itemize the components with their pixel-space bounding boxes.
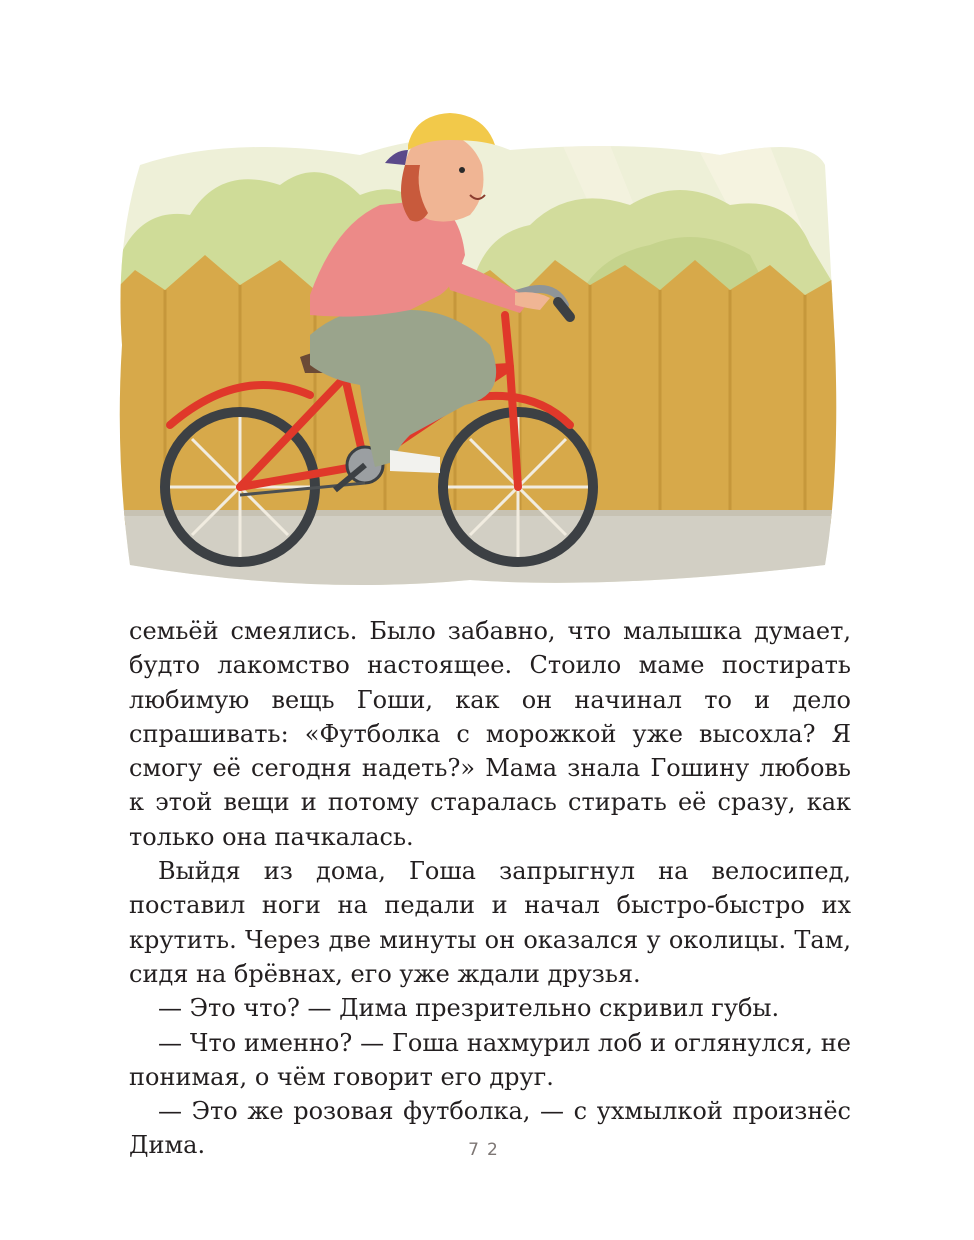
- dialogue-line: — Это же розовая футболка, — с ухмылкой произнёс Дима.: [129, 1097, 851, 1160]
- story-text: [129, 614, 851, 1163]
- dialogue-line: — Это что? — Дима презрительно скривил губы.: [158, 994, 780, 1023]
- page-number: 72: [468, 1140, 506, 1160]
- dialogue-line: — Что именно? — Гоша нахмурил лоб и оглянулся, не понимая, о чём говорит его друг.: [129, 1028, 851, 1091]
- paragraph-continuation: семьёй смеялись. Было забавно, что малышка думает, будто лакомство настоящее. Стоило маме постирать любимую вещь Гоши, как он начинал то и дело спрашивать: «Футболка с морожкой уже высохла? Я смогу её сегодня надеть?» Мама знала Гошину любовь к этой вещи и потому старалась стирать её сразу, как только она пачкалась.: [129, 617, 851, 851]
- paragraph-bike-ride: Выйдя из дома, Гоша запрыгнул на велосипед, поставил ноги на педали и начал быстро-быстро их крутить. Через две минуты он оказался у околицы. Там, сидя на брёвнах, его уже ждали друзья.: [129, 857, 851, 988]
- illustration: [110, 95, 840, 595]
- boy-on-bicycle-illustration: [110, 95, 840, 595]
